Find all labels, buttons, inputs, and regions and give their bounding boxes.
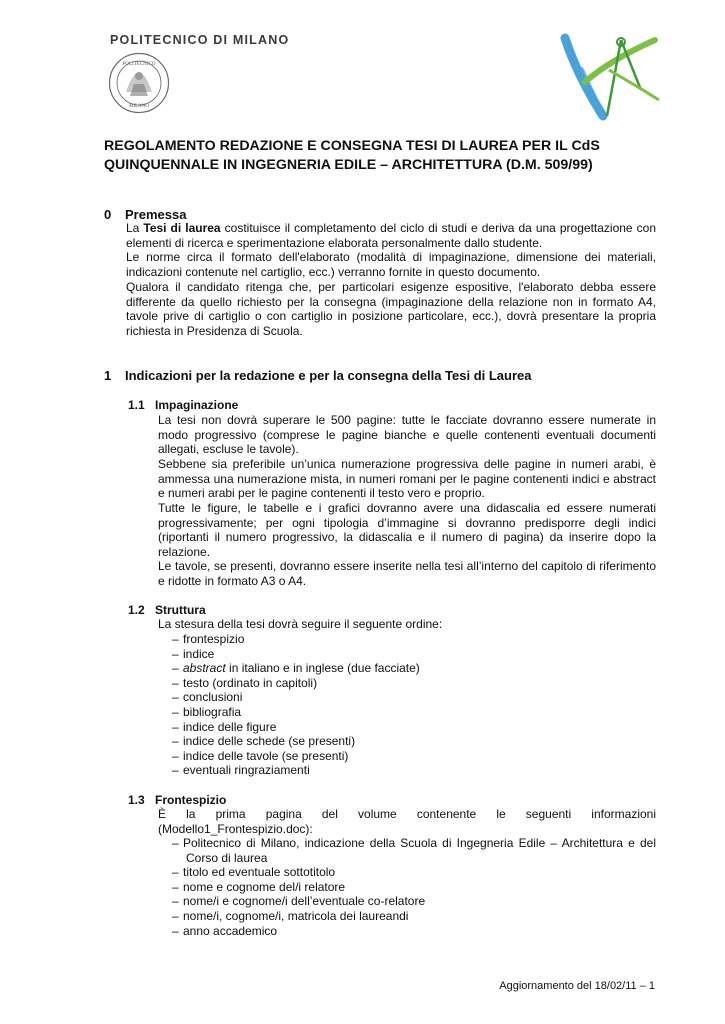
list-item: – titolo ed eventuale sottotitolo [172, 865, 336, 880]
section-0-number: 0 [104, 207, 112, 222]
subsection-1-1-heading: Impaginazione [155, 398, 239, 412]
section-0-heading: Premessa [125, 207, 187, 222]
struttura-intro: La stesura della tesi dovrà seguire il seguente ordine: [158, 617, 443, 631]
section-1-heading: Indicazioni per la redazione e per la consegna della Tesi di Laurea [125, 368, 532, 383]
subsection-1-2-heading: Struttura [155, 603, 206, 617]
list-item: – nome/i e cognome/i dell’eventuale co-relatore [172, 894, 426, 909]
list-item: – Politecnico di Milano, indicazione della Scuola di Ingegneria Edile – Architettura e del [172, 836, 656, 850]
list-item: – eventuali ringraziamenti [172, 763, 310, 778]
section-0-paragraph-3: Qualora il candidato ritenga che, per particolari esigenze espositive, l'elaborato debba essere differente da quello richiesto per la consegna (impaginazione della relazione non in formato A4, tavole prive di cartiglio o con cartiglio in posizione particolare, ecc.), dovrà presentare la propria richiesta in Presidenza di Scuola. [126, 280, 656, 338]
university-name: POLITECNICO DI MILANO [110, 33, 290, 47]
frontespizio-intro-line-1: È la prima pagina del volume contenente le seguenti informazioni [158, 807, 656, 821]
list-item: – nome e cognome del/i relatore [172, 879, 346, 894]
list-item: – testo (ordinato in capitoli) [172, 675, 318, 690]
title-line-1: REGOLAMENTO REDAZIONE E CONSEGNA TESI DI LAUREA PER IL CdS [104, 138, 600, 154]
impaginazione-paragraph-2: Sebbene sia preferibile un’unica numerazione progressiva delle pagine in numeri arabi, è ammessa una numerazione mista, in numeri romani per le pagine contenenti indici e abstract e numeri arabi per le pagine contenenti il testo vero e proprio. [158, 457, 656, 501]
section-0-paragraph-1: La Tesi di laurea costituisce il completamento del ciclo di studi e deriva da una progettazione con elementi di ricerca e sperimentazione elaborata personalmente dallo studente. [126, 221, 656, 250]
school-logo [555, 30, 665, 122]
seal-bottom-text: MILANO [129, 104, 149, 109]
seal-top-text: POLITECNICO [122, 62, 156, 67]
list-item-continuation: Corso di laurea [186, 850, 268, 865]
frontespizio-intro-line-2: (Modello1_Frontespizio.doc): [158, 822, 313, 836]
subsection-1-1-number: 1.1 [128, 398, 145, 412]
struttura-list [172, 632, 420, 778]
list-item: – frontespizio [172, 632, 245, 646]
section-1-number: 1 [104, 368, 112, 383]
title-line-2: QUINQUENNALE IN INGEGNERIA EDILE – ARCHITETTURA (D.M. 509/99) [104, 156, 593, 173]
university-seal [108, 52, 170, 114]
subsection-1-3-heading: Frontespizio [155, 793, 227, 807]
list-item: – nome/i, cognome/i, matricola dei laureandi [172, 908, 409, 923]
list-item: – indice delle tavole (se presenti) [172, 748, 349, 763]
list-item: – conclusioni [172, 690, 243, 705]
impaginazione-paragraph-1: La tesi non dovrà superare le 500 pagine: tutte le facciate dovranno essere numerate in modo progressivo (comprese le pagine bianche e quelle contenenti eventuali documenti allegati, escluse le tavole). [158, 413, 656, 457]
list-item: – indice delle figure [172, 719, 277, 734]
list-item: – abstract in italiano e in inglese (due facciate) [172, 661, 420, 676]
frontespizio-list [172, 836, 656, 938]
subsection-1-3-number: 1.3 [128, 793, 145, 807]
section-0-paragraph-2: Le norme circa il formato dell'elaborato (modalità di impaginazione, dimensione dei materiali, indicazioni contenute nel cartiglio, ecc.) verranno fornite in questo documento. [126, 250, 656, 279]
page-footer: Aggiornamento del 18/02/11 – 1 [499, 980, 655, 992]
impaginazione-paragraph-4: Le tavole, se presenti, dovranno essere inserite nella tesi all’interno del capitolo di riferimento e ridotte in formato A3 o A4. [158, 559, 656, 588]
subsection-1-2-number: 1.2 [128, 603, 145, 617]
tesi-di-laurea-bold: Tesi di laurea [143, 221, 221, 235]
list-item: – anno accademico [172, 923, 278, 938]
list-item: – bibliografia [172, 704, 242, 719]
list-item: – indice delle schede (se presenti) [172, 734, 356, 749]
document-title [104, 137, 664, 174]
list-item: – indice [172, 646, 215, 661]
impaginazione-paragraph-3: Tutte le figure, le tabelle e i grafici dovranno avere una didascalia ed essere numerati progressivamente; per ogni tipologia d’immagine si dovranno predisporre degli indici (riportanti il numero progressivo, la didascalia e il numero di pagina) da inserire dopo la relazione. [158, 501, 656, 559]
